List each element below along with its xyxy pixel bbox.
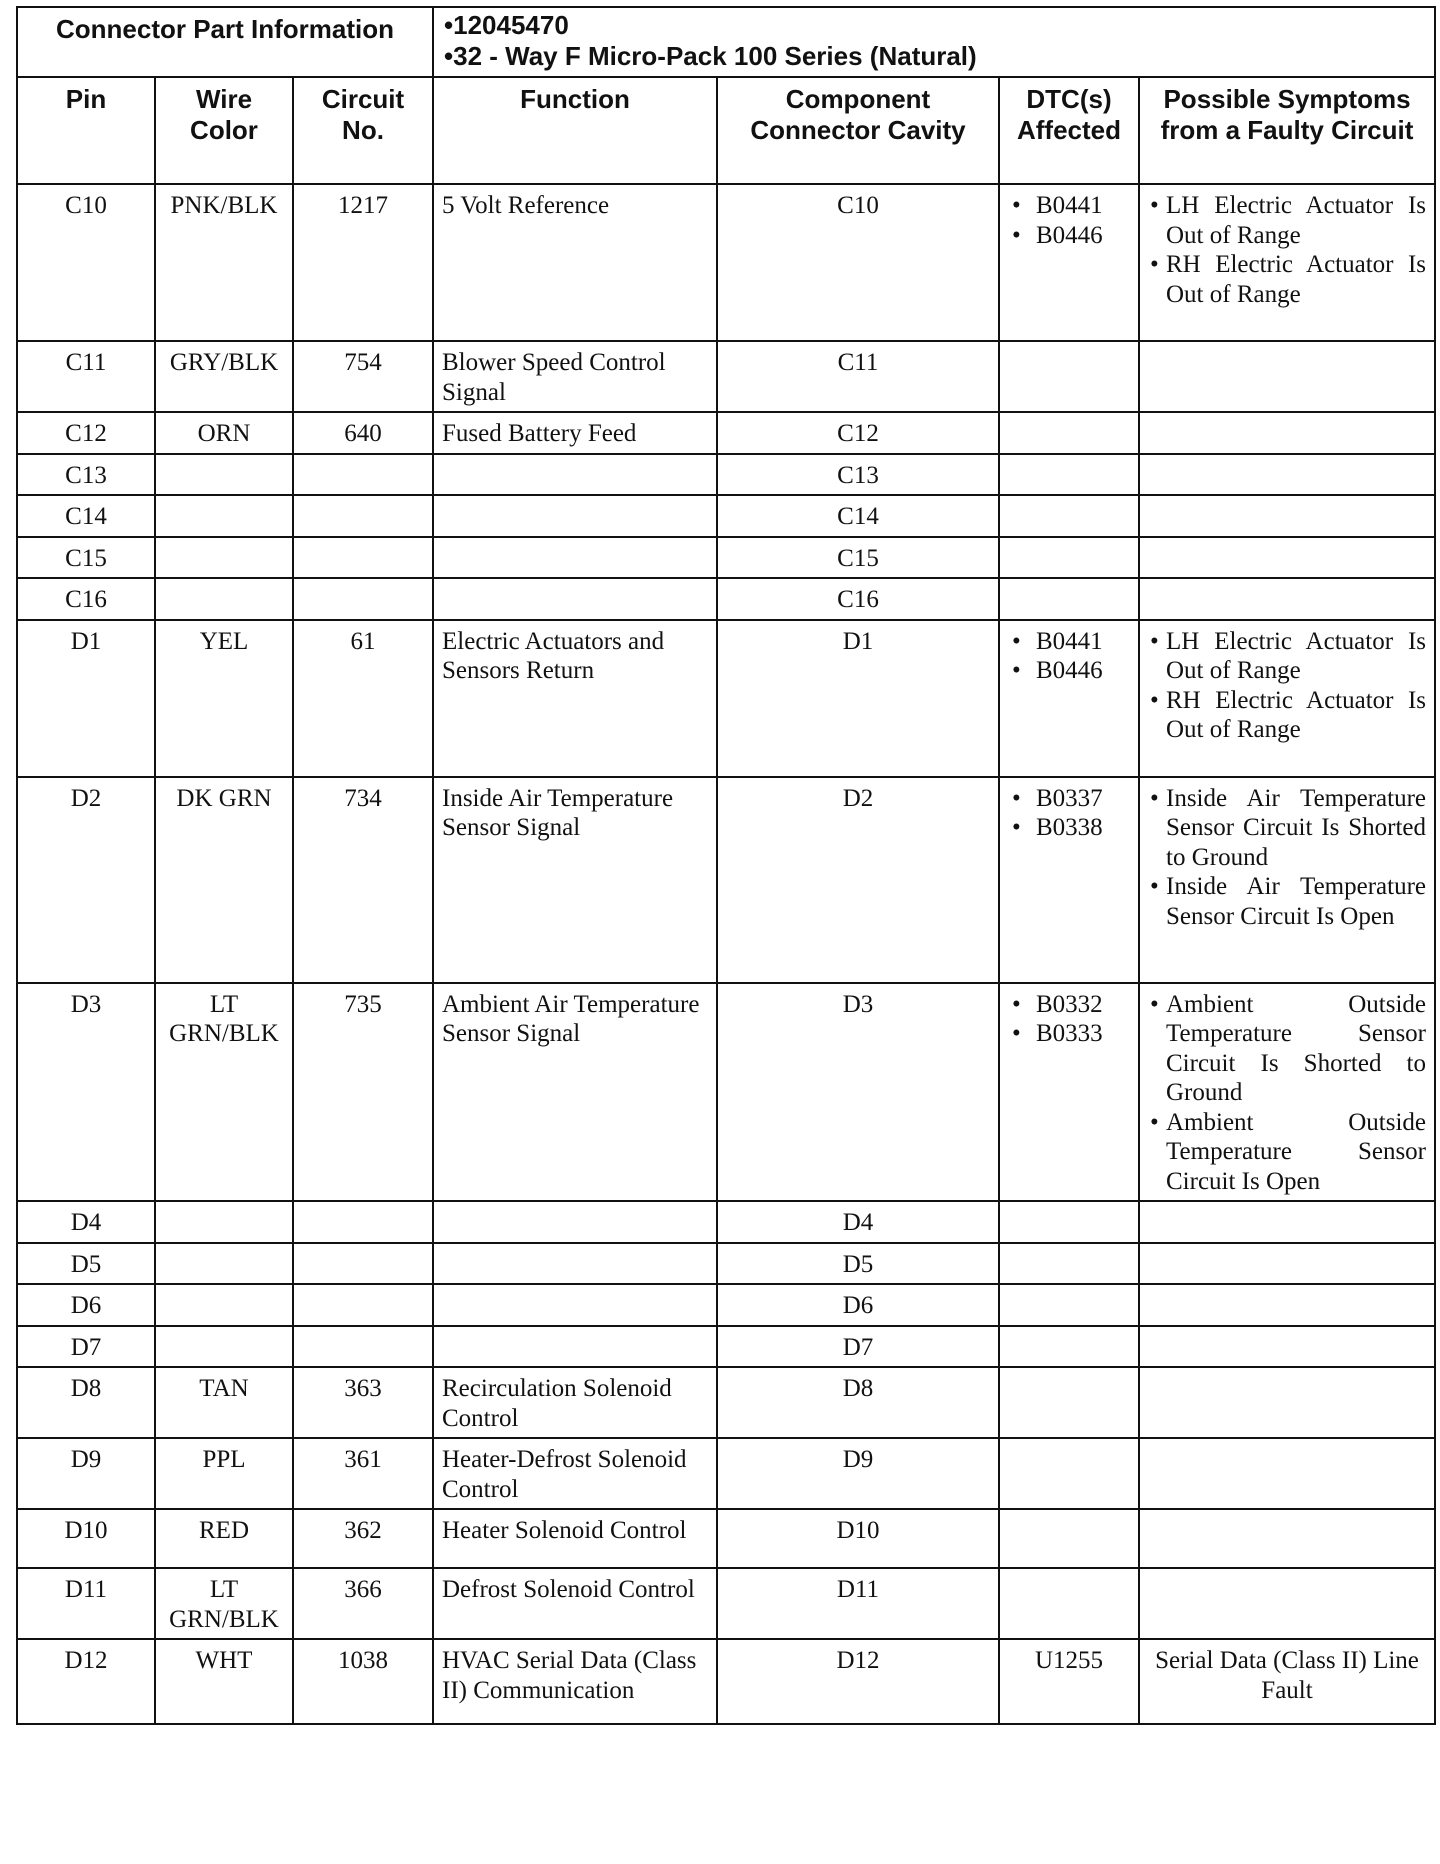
header-circuit-no: Circuit No. — [293, 77, 433, 184]
circuit-no-cell — [293, 537, 433, 579]
symptoms-cell — [1139, 412, 1435, 454]
cavity-cell: C11 — [717, 341, 999, 412]
dtc-code: U1255 — [1034, 1647, 1104, 1674]
dtcs-cell — [999, 1201, 1139, 1243]
pin-cell: C10 — [17, 184, 155, 341]
cavity-cell: D12 — [717, 1639, 999, 1724]
wire-color-cell: PPL — [155, 1438, 293, 1509]
circuit-no-cell — [293, 454, 433, 496]
table-row — [17, 1568, 1435, 1639]
function-cell — [433, 454, 717, 496]
function-cell: Fused Battery Feed — [433, 412, 717, 454]
connector-description: • 32 - Way F Micro-Pack 100 Series (Natural) — [444, 41, 1426, 72]
dtc-code: • B0338 — [1008, 813, 1130, 843]
wire-color-cell — [155, 578, 293, 620]
cavity-cell: C16 — [717, 578, 999, 620]
dtcs-cell — [999, 1509, 1139, 1568]
symptoms-cell: Serial Data (Class II) Line Fault — [1139, 1639, 1435, 1724]
wire-color-cell — [155, 1201, 293, 1243]
header-possible-symptoms: Possible Symptoms from a Faulty Circuit — [1139, 77, 1435, 184]
function-cell: Heater-Defrost Solenoid Control — [433, 1438, 717, 1509]
circuit-no-cell — [293, 578, 433, 620]
dtcs-cell — [999, 620, 1139, 777]
function-cell: Recirculation Solenoid Control — [433, 1367, 717, 1438]
symptom-list — [1148, 990, 1426, 1197]
circuit-no-cell: 363 — [293, 1367, 433, 1438]
symptom-list — [1148, 627, 1426, 745]
wire-color-cell: LT GRN/BLK — [155, 983, 293, 1202]
connector-info-list — [444, 10, 1426, 72]
symptoms-cell — [1139, 537, 1435, 579]
pin-cell: D2 — [17, 777, 155, 983]
header-pin: Pin — [17, 77, 155, 184]
cavity-cell: D3 — [717, 983, 999, 1202]
circuit-no-cell: 61 — [293, 620, 433, 777]
dtc-list — [1008, 784, 1130, 843]
dtcs-cell — [999, 1284, 1139, 1326]
pin-cell: D7 — [17, 1326, 155, 1368]
table-row — [17, 1284, 1435, 1326]
connector-info-row — [17, 7, 1435, 77]
symptom-item: • Ambient Outside Temperature Sensor Circuit Is Shorted to Ground — [1148, 990, 1426, 1108]
connector-pinout-table — [16, 6, 1436, 1725]
wire-color-cell — [155, 1326, 293, 1368]
symptoms-cell — [1139, 1438, 1435, 1509]
cavity-cell: D2 — [717, 777, 999, 983]
symptoms-cell — [1139, 983, 1435, 1202]
wire-color-cell: GRY/BLK — [155, 341, 293, 412]
symptoms-cell — [1139, 1201, 1435, 1243]
cavity-cell: C15 — [717, 537, 999, 579]
symptoms-cell — [1139, 184, 1435, 341]
pin-cell: C11 — [17, 341, 155, 412]
wire-color-cell: YEL — [155, 620, 293, 777]
circuit-no-cell: 1217 — [293, 184, 433, 341]
symptoms-cell — [1139, 1284, 1435, 1326]
symptom-item: • Inside Air Temperature Sensor Circuit Is Shorted to Ground — [1148, 784, 1426, 873]
table-body — [17, 184, 1435, 1724]
symptom-item: • LH Electric Actuator Is Out of Range — [1148, 191, 1426, 250]
table-row — [17, 1243, 1435, 1285]
header-dtcs-affected: DTC(s) Affected — [999, 77, 1139, 184]
table-row — [17, 184, 1435, 341]
pin-cell: D9 — [17, 1438, 155, 1509]
table-row — [17, 1326, 1435, 1368]
connector-info-title: Connector Part Information — [17, 7, 433, 77]
wire-color-cell — [155, 537, 293, 579]
wire-color-cell: PNK/BLK — [155, 184, 293, 341]
symptom-item: • Ambient Outside Temperature Sensor Circuit Is Open — [1148, 1108, 1426, 1197]
dtcs-cell — [999, 1639, 1139, 1724]
symptoms-cell — [1139, 777, 1435, 983]
function-cell — [433, 1243, 717, 1285]
pin-cell: D11 — [17, 1568, 155, 1639]
table-row — [17, 777, 1435, 983]
symptoms-cell — [1139, 620, 1435, 777]
table-row — [17, 341, 1435, 412]
dtcs-cell — [999, 1367, 1139, 1438]
cavity-cell: D6 — [717, 1284, 999, 1326]
symptoms-cell — [1139, 454, 1435, 496]
cavity-cell: D11 — [717, 1568, 999, 1639]
dtc-code: • B0446 — [1008, 221, 1130, 251]
function-cell: Electric Actuators and Sensors Return — [433, 620, 717, 777]
dtc-code: • B0333 — [1008, 1019, 1130, 1049]
header-wire-color: Wire Color — [155, 77, 293, 184]
table-row — [17, 620, 1435, 777]
function-cell: Heater Solenoid Control — [433, 1509, 717, 1568]
function-cell: Blower Speed Control Signal — [433, 341, 717, 412]
function-cell — [433, 537, 717, 579]
symptoms-cell — [1139, 495, 1435, 537]
table-row — [17, 1639, 1435, 1724]
function-cell: 5 Volt Reference — [433, 184, 717, 341]
dtcs-cell — [999, 412, 1139, 454]
wire-color-cell — [155, 1243, 293, 1285]
pin-cell: D10 — [17, 1509, 155, 1568]
function-cell — [433, 578, 717, 620]
pin-cell: D4 — [17, 1201, 155, 1243]
cavity-cell: D4 — [717, 1201, 999, 1243]
dtc-code: • B0441 — [1008, 627, 1130, 657]
cavity-cell: C13 — [717, 454, 999, 496]
pin-cell: D1 — [17, 620, 155, 777]
symptoms-cell — [1139, 1509, 1435, 1568]
symptoms-cell — [1139, 1326, 1435, 1368]
header-component-connector-cavity: Component Connector Cavity — [717, 77, 999, 184]
wire-color-cell: ORN — [155, 412, 293, 454]
symptom-list — [1148, 191, 1426, 309]
circuit-no-cell: 362 — [293, 1509, 433, 1568]
circuit-no-cell: 366 — [293, 1568, 433, 1639]
table-row — [17, 1367, 1435, 1438]
dtc-list — [1008, 191, 1130, 250]
dtcs-cell — [999, 537, 1139, 579]
table-row — [17, 1438, 1435, 1509]
symptom-item: • RH Electric Actuator Is Out of Range — [1148, 686, 1426, 745]
pin-cell: D5 — [17, 1243, 155, 1285]
cavity-cell: C12 — [717, 412, 999, 454]
pin-cell: C13 — [17, 454, 155, 496]
circuit-no-cell — [293, 1243, 433, 1285]
circuit-no-cell — [293, 495, 433, 537]
symptoms-cell — [1139, 1568, 1435, 1639]
function-cell: Defrost Solenoid Control — [433, 1568, 717, 1639]
dtcs-cell — [999, 454, 1139, 496]
circuit-no-cell — [293, 1326, 433, 1368]
table-row — [17, 412, 1435, 454]
connector-part-number: • 12045470 — [444, 10, 1426, 41]
dtc-list — [1008, 627, 1130, 686]
dtcs-cell — [999, 777, 1139, 983]
circuit-no-cell: 735 — [293, 983, 433, 1202]
function-cell — [433, 1284, 717, 1326]
function-cell — [433, 1326, 717, 1368]
table-header-row — [17, 77, 1435, 184]
symptoms-cell — [1139, 1243, 1435, 1285]
circuit-no-cell: 1038 — [293, 1639, 433, 1724]
circuit-no-cell — [293, 1201, 433, 1243]
pin-cell: C12 — [17, 412, 155, 454]
dtc-code: • B0441 — [1008, 191, 1130, 221]
symptoms-cell — [1139, 578, 1435, 620]
wire-color-cell: WHT — [155, 1639, 293, 1724]
table-row — [17, 1201, 1435, 1243]
symptoms-cell — [1139, 1367, 1435, 1438]
table-row — [17, 537, 1435, 579]
circuit-no-cell: 361 — [293, 1438, 433, 1509]
circuit-no-cell: 734 — [293, 777, 433, 983]
table-row — [17, 454, 1435, 496]
dtcs-cell — [999, 184, 1139, 341]
symptom-item: • RH Electric Actuator Is Out of Range — [1148, 250, 1426, 309]
cavity-cell: D7 — [717, 1326, 999, 1368]
table-row — [17, 983, 1435, 1202]
connector-info-cell — [433, 7, 1435, 77]
dtcs-cell — [999, 1568, 1139, 1639]
cavity-cell: D10 — [717, 1509, 999, 1568]
table-row — [17, 495, 1435, 537]
symptom-item: • LH Electric Actuator Is Out of Range — [1148, 627, 1426, 686]
wire-color-cell — [155, 1284, 293, 1326]
dtc-list — [1008, 990, 1130, 1049]
pin-cell: C16 — [17, 578, 155, 620]
function-cell: HVAC Serial Data (Class II) Communication — [433, 1639, 717, 1724]
wire-color-cell — [155, 495, 293, 537]
circuit-no-cell — [293, 1284, 433, 1326]
header-function: Function — [433, 77, 717, 184]
wire-color-cell: RED — [155, 1509, 293, 1568]
pin-cell: D8 — [17, 1367, 155, 1438]
cavity-cell: D5 — [717, 1243, 999, 1285]
function-cell — [433, 1201, 717, 1243]
wire-color-cell: LT GRN/BLK — [155, 1568, 293, 1639]
cavity-cell: C10 — [717, 184, 999, 341]
dtcs-cell — [999, 578, 1139, 620]
circuit-no-cell: 754 — [293, 341, 433, 412]
wire-color-cell: TAN — [155, 1367, 293, 1438]
dtc-code: • B0332 — [1008, 990, 1130, 1020]
symptom-item: • Inside Air Temperature Sensor Circuit Is Open — [1148, 872, 1426, 931]
symptoms-cell — [1139, 341, 1435, 412]
dtcs-cell — [999, 983, 1139, 1202]
dtc-code: • B0446 — [1008, 656, 1130, 686]
cavity-cell: D8 — [717, 1367, 999, 1438]
dtc-code: • B0337 — [1008, 784, 1130, 814]
pin-cell: D3 — [17, 983, 155, 1202]
table-row — [17, 1509, 1435, 1568]
function-cell — [433, 495, 717, 537]
symptom-list — [1148, 784, 1426, 932]
dtcs-cell — [999, 1438, 1139, 1509]
pin-cell: C15 — [17, 537, 155, 579]
cavity-cell: D1 — [717, 620, 999, 777]
cavity-cell: D9 — [717, 1438, 999, 1509]
dtcs-cell — [999, 495, 1139, 537]
circuit-no-cell: 640 — [293, 412, 433, 454]
dtcs-cell — [999, 1243, 1139, 1285]
pin-cell: C14 — [17, 495, 155, 537]
function-cell: Ambient Air Temperature Sensor Signal — [433, 983, 717, 1202]
pin-cell: D6 — [17, 1284, 155, 1326]
wire-color-cell: DK GRN — [155, 777, 293, 983]
cavity-cell: C14 — [717, 495, 999, 537]
dtcs-cell — [999, 1326, 1139, 1368]
dtcs-cell — [999, 341, 1139, 412]
wire-color-cell — [155, 454, 293, 496]
table-row — [17, 578, 1435, 620]
pin-cell: D12 — [17, 1639, 155, 1724]
function-cell: Inside Air Temperature Sensor Signal — [433, 777, 717, 983]
